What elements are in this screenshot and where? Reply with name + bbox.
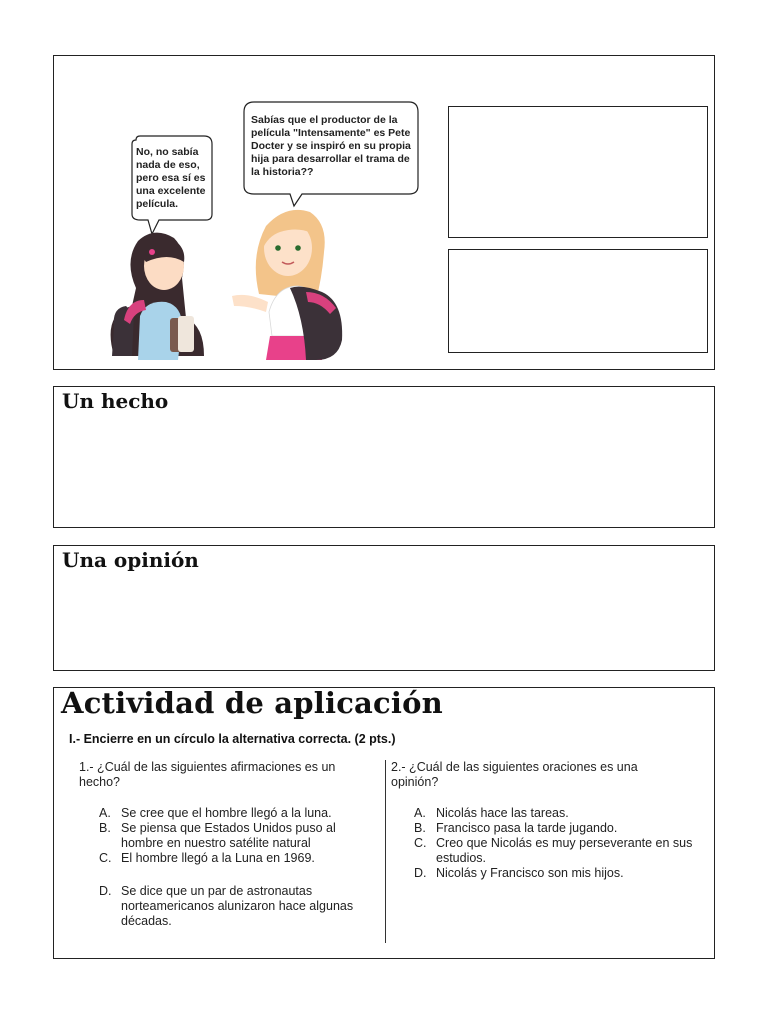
column-divider <box>385 760 386 943</box>
question-1-text: 1.- ¿Cuál de las siguientes afirmaciones es un hecho? <box>79 760 336 789</box>
question-2-text: 2.- ¿Cuál de las siguientes oraciones es una opinión? <box>391 760 638 789</box>
question-1-option-c[interactable] <box>99 851 379 866</box>
speech-line: película. <box>136 198 179 210</box>
question-1-option-a[interactable] <box>99 806 379 821</box>
speech-line: película "Intensamente" es Pete <box>251 127 411 139</box>
speech-line: Docter y se inspiró en su propia <box>251 140 411 152</box>
question-2-option-a[interactable] <box>414 806 701 821</box>
speech-line: hija para desarrollar el trama de <box>251 153 410 165</box>
option-letter: C. <box>99 851 112 865</box>
speech-line: No, no sabía <box>136 146 199 158</box>
speech-bubble-left-text <box>136 146 216 211</box>
fact-answer-box[interactable] <box>53 386 715 528</box>
question-2-option-c[interactable] <box>414 836 701 866</box>
option-text: El hombre llegó a la Luna en 1969. <box>121 851 315 865</box>
activity-section <box>53 687 715 959</box>
option-letter: D. <box>99 884 112 898</box>
girl-left-figure <box>111 233 204 360</box>
option-letter: A. <box>414 806 426 820</box>
option-letter: A. <box>99 806 111 820</box>
opinion-label: Una opinión <box>62 548 199 572</box>
activity-instruction: I.- Encierre en un círculo la alternativa correcta. (2 pts.) <box>69 732 396 746</box>
option-text: Nicolás hace las tareas. <box>436 806 569 820</box>
option-letter: C. <box>414 836 427 850</box>
option-letter: D. <box>414 866 427 880</box>
fact-label: Un hecho <box>62 389 169 413</box>
speech-bubble-right-text <box>251 114 421 179</box>
speech-line: una excelente <box>136 185 206 197</box>
option-letter: B. <box>99 821 111 835</box>
answer-box-top[interactable] <box>448 106 708 238</box>
speech-line: nada de eso, <box>136 159 200 171</box>
option-text: Se dice que un par de astronautas norteamericanos alunizaron hace algunas décadas. <box>121 884 354 928</box>
question-2 <box>391 760 701 881</box>
option-text: Nicolás y Francisco son mis hijos. <box>436 866 624 880</box>
question-2-option-d[interactable] <box>414 866 701 881</box>
speech-line: la historia?? <box>251 166 314 178</box>
activity-title: Actividad de aplicación <box>61 686 443 720</box>
option-text: Se cree que el hombre llegó a la luna. <box>121 806 332 820</box>
comic-panel <box>53 55 715 370</box>
question-2-option-b[interactable] <box>414 821 701 836</box>
comic-illustration <box>54 56 454 368</box>
answer-box-bottom[interactable] <box>448 249 708 353</box>
opinion-answer-box[interactable] <box>53 545 715 671</box>
speech-line: pero esa sí es <box>136 172 206 184</box>
option-text: Francisco pasa la tarde jugando. <box>436 821 618 835</box>
question-1-option-b[interactable] <box>99 821 379 851</box>
speech-line: Sabías que el productor de la <box>251 114 398 126</box>
girl-right-figure <box>232 210 342 360</box>
option-text: Se piensa que Estados Unidos puso al hombre en nuestro satélite natural <box>121 821 336 850</box>
question-1 <box>79 760 379 929</box>
question-1-option-d[interactable] <box>99 884 379 929</box>
option-letter: B. <box>414 821 426 835</box>
option-text: Creo que Nicolás es muy perseverante en sus estudios. <box>436 836 693 865</box>
